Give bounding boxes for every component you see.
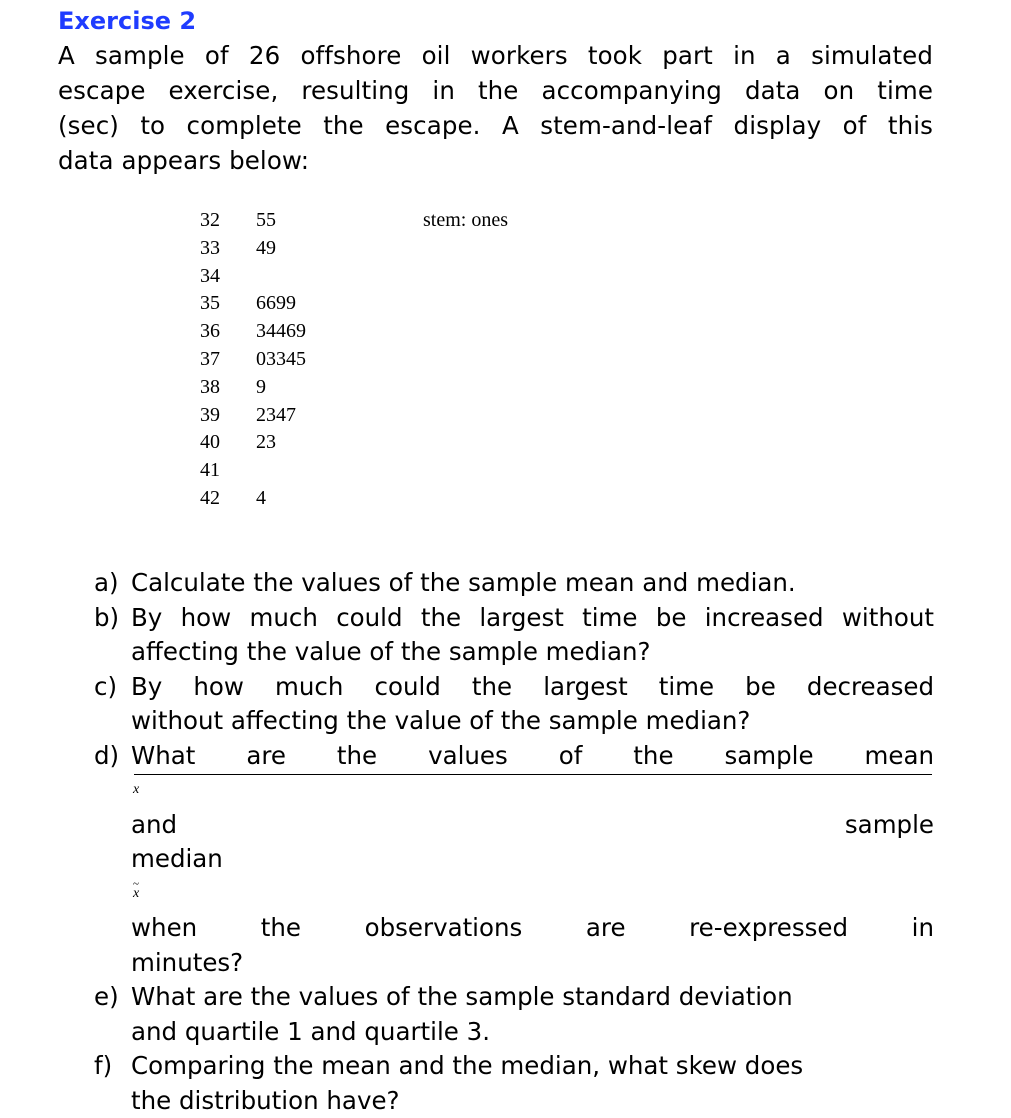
leaf-values: 03345	[256, 346, 306, 374]
leaf-values: 4	[256, 485, 266, 513]
question-label: b)	[94, 601, 119, 636]
question-text-part: median	[131, 844, 223, 873]
stem-leaf-row	[200, 402, 306, 430]
stem-value: 37	[200, 346, 256, 374]
stem-value: 35	[200, 290, 256, 318]
question-text: minutes?	[131, 946, 934, 981]
stem-value: 34	[200, 263, 256, 291]
question-text: the distribution have?	[131, 1084, 934, 1118]
stem-and-leaf-display	[200, 207, 306, 513]
question-text: What are the values of the sample standard deviation	[131, 980, 934, 1015]
stem-leaf-row	[200, 235, 306, 263]
question-b	[94, 601, 934, 670]
question-label: d)	[94, 739, 119, 774]
stem-value: 33	[200, 235, 256, 263]
question-d	[94, 739, 934, 981]
stem-leaf-row	[200, 485, 306, 513]
question-text: affecting the value of the sample median?	[131, 635, 934, 670]
question-text-part: What are the values of the sample mean	[131, 741, 934, 770]
x-bar-symbol: x	[133, 773, 932, 808]
stem-leaf-row	[200, 263, 306, 291]
stem-leaf-row	[200, 207, 306, 235]
document	[58, 4, 948, 178]
leaf-values: 23	[256, 429, 276, 457]
question-text	[131, 739, 934, 843]
intro-line: data appears below:	[58, 143, 933, 178]
stem-leaf-row	[200, 457, 306, 485]
question-text: Calculate the values of the sample mean and median.	[131, 566, 934, 601]
stem-leaf-row	[200, 374, 306, 402]
stem-leaf-row	[200, 290, 306, 318]
question-label: e)	[94, 980, 119, 1015]
question-text: Comparing the mean and the median, what skew does	[131, 1049, 934, 1084]
question-label: a)	[94, 566, 119, 601]
question-text-part: when the observations are re-expressed in	[131, 913, 934, 942]
stem-value: 42	[200, 485, 256, 513]
stem-leaf-row	[200, 429, 306, 457]
x-tilde-symbol: ~ x	[133, 877, 932, 912]
question-c	[94, 670, 934, 739]
question-text: without affecting the value of the sample median?	[131, 704, 934, 739]
stem-value: 38	[200, 374, 256, 402]
question-label: f)	[94, 1049, 112, 1084]
intro-line: escape exercise, resulting in the accompanying data on time	[58, 73, 933, 108]
question-label: c)	[94, 670, 117, 705]
intro-line: A sample of 26 offshore oil workers took part in a simulated	[58, 38, 933, 73]
stem-value: 40	[200, 429, 256, 457]
stem-value: 36	[200, 318, 256, 346]
exercise-title: Exercise 2	[58, 4, 948, 38]
stem-value: 41	[200, 457, 256, 485]
stem-leaf-row	[200, 346, 306, 374]
question-a	[94, 566, 934, 601]
intro-paragraph	[58, 38, 933, 178]
question-f	[94, 1049, 934, 1118]
question-e	[94, 980, 934, 1049]
leaf-values: 2347	[256, 402, 296, 430]
question-text: By how much could the largest time be decreased	[131, 670, 934, 705]
leaf-values: 6699	[256, 290, 296, 318]
stem-value: 32	[200, 207, 256, 235]
leaf-values: 55	[256, 207, 276, 235]
stem-leaf-row	[200, 318, 306, 346]
question-text: By how much could the largest time be increased without	[131, 601, 934, 636]
stem-value: 39	[200, 402, 256, 430]
leaf-values: 9	[256, 374, 266, 402]
leaf-values: 49	[256, 235, 276, 263]
intro-line: (sec) to complete the escape. A stem-and-leaf display of this	[58, 108, 933, 143]
question-text-part: and sample	[131, 810, 934, 839]
question-text: and quartile 1 and quartile 3.	[131, 1015, 934, 1050]
question-list	[94, 566, 934, 1118]
stem-unit-note: stem: ones	[423, 207, 508, 235]
question-text	[131, 842, 934, 946]
leaf-values: 34469	[256, 318, 306, 346]
